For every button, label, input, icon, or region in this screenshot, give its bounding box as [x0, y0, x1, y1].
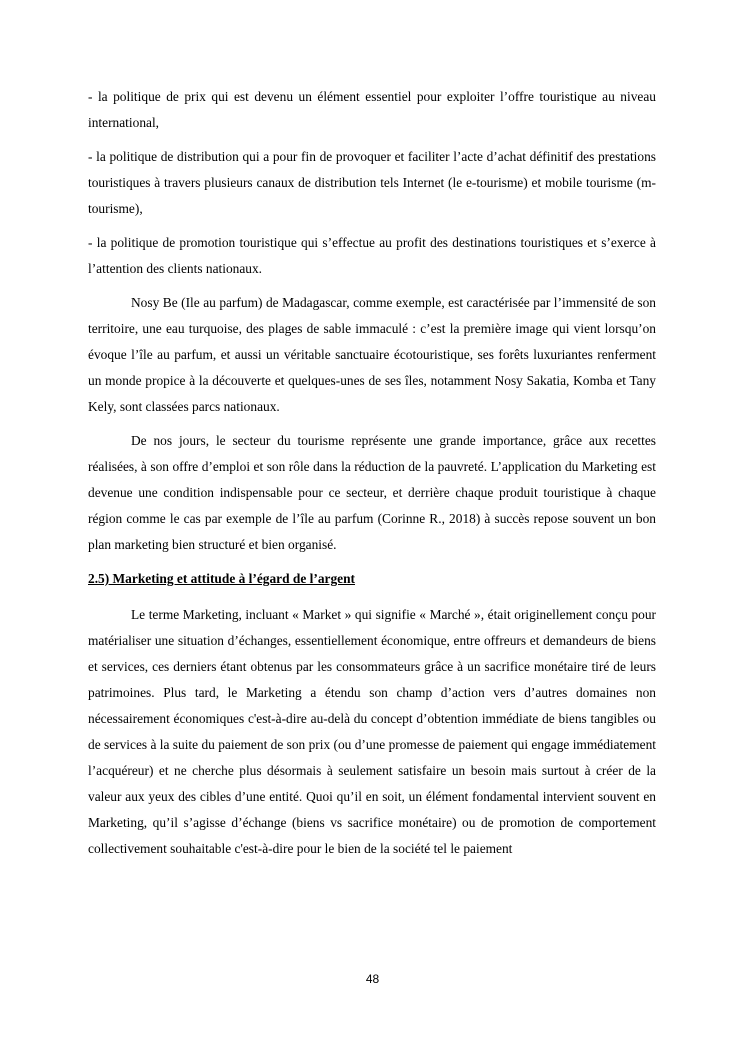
- document-page: [88, 84, 656, 870]
- bullet-promotion-policy: - la politique de promotion touristique qui s’effectue au profit des destinations touristiques et s’exerce à l’attention des clients nationaux.: [88, 235, 656, 276]
- section-heading: 2.5) Marketing et attitude à l’égard de l’argent: [88, 571, 356, 586]
- paragraph-marketing-definition: Le terme Marketing, incluant « Market » qui signifie « Marché », était originellement conçu pour matérialiser une situation d’échanges, essentiellement économique, entre offreurs et demandeurs de biens et services, ces derniers étant obtenus par les consommateurs grâce à un sacrifice monétaire tiré de leurs patrimoines. Plus tard, le Marketing a étendu son champ d’action vers d’autres domaines non nécessairement économiques c'est-à-dire au-delà du concept d’obtention immédiate de biens tangibles ou de services à la suite du paiement de son prix (ou d’une promesse de paiement qui engage immédiatement l’acquéreur) et ne cherche plus désormais à seulement satisfaire un besoin mais surtout à créer de la valeur aux yeux des cibles d’une entité. Quoi qu’il en soit, un élément fondamental intervient souvent en Marketing, qu’il s’agisse d’échange (biens vs sacrifice monétaire) ou de promotion de comportement collectivement souhaitable c'est-à-dire pour le bien de la société tel le paiement: [88, 607, 656, 856]
- bullet-distribution-policy: - la politique de distribution qui a pour fin de provoquer et faciliter l’acte d’achat définitif des prestations touristiques à travers plusieurs canaux de distribution tels Internet (le e-tourisme) et mobile tourisme (m-tourisme),: [88, 149, 656, 216]
- paragraph-tourism-sector: De nos jours, le secteur du tourisme représente une grande importance, grâce aux recettes réalisées, à son offre d’emploi et son rôle dans la réduction de la pauvreté. L’application du Marketing est devenue une condition indispensable pour ce secteur, et derrière chaque produit touristique à chaque région comme le cas par exemple de l’île au parfum (Corinne R., 2018) à succès repose souvent un bon plan marketing bien structuré et bien organisé.: [88, 433, 656, 552]
- page-number: 48: [365, 972, 380, 986]
- paragraph-nosy-be: Nosy Be (Ile au parfum) de Madagascar, comme exemple, est caractérisée par l’immensité de son territoire, une eau turquoise, des plages de sable immaculé : c’est la première image qui vient lorsqu’on évoque l’île au parfum, et aussi un véritable sanctuaire écotouristique, ses forêts luxuriantes renferment un monde propice à la découverte et quelques-unes de ses îles, notamment Nosy Sakatia, Komba et Tany Kely, sont classées parcs nationaux.: [88, 295, 656, 414]
- bullet-price-policy: - la politique de prix qui est devenu un élément essentiel pour exploiter l’offre touristique au niveau international,: [88, 89, 656, 130]
